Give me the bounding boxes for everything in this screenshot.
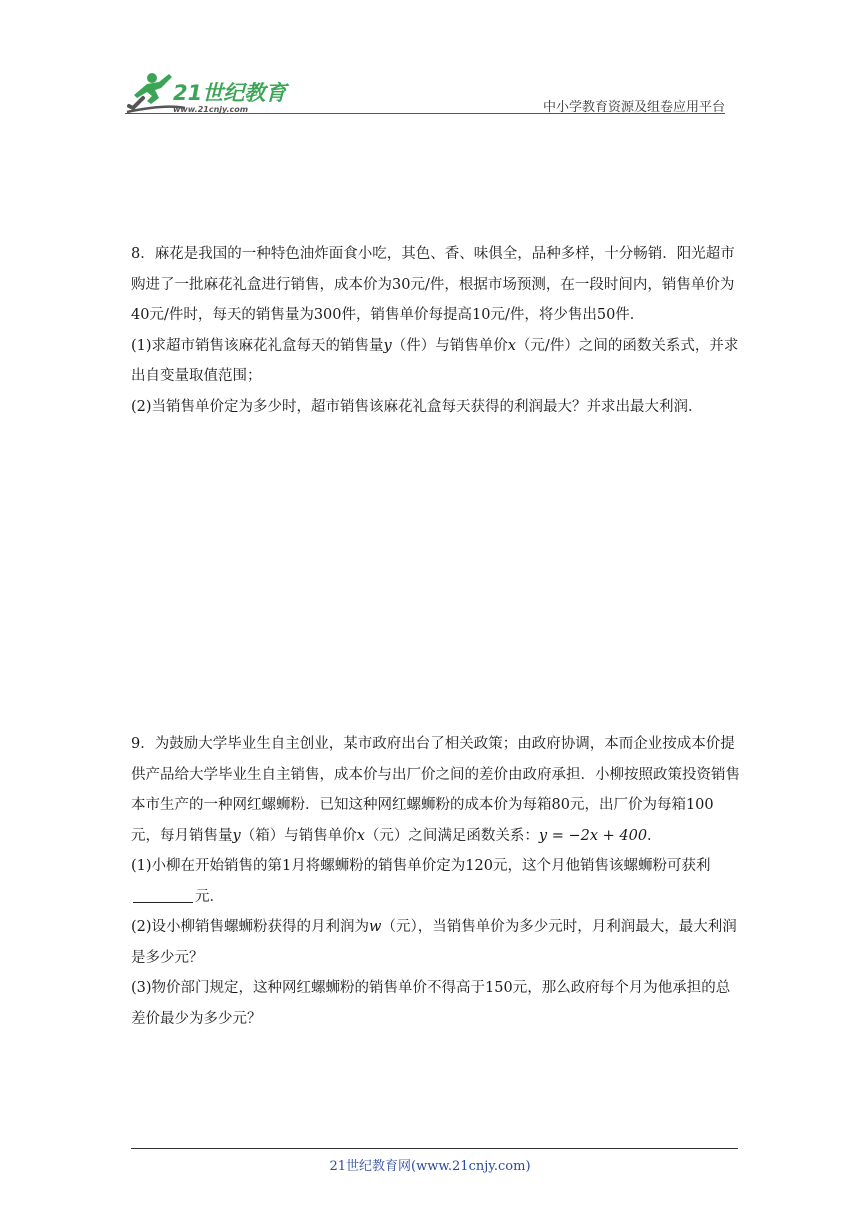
variable-y: y [232,827,241,844]
q9-part1-text-b: 元． [195,888,224,905]
q9-part2-text-b: （元），当销售单价为多少元时，月利润最大，最大利润是多少元？ [131,919,737,966]
q9-intro-text-d: ． [647,827,662,844]
q8-part1-text-c: （元/件）之间的函数关系式，并求出自变量取值范围； [131,337,739,384]
question-9 [131,729,741,1034]
header-tagline: 中小学教育资源及组卷应用平台 [542,100,725,115]
q8-part2: (2)当销售单价定为多少时，超市销售该麻花礼盒每天获得的利润最大？并求出最大利润． [131,398,703,415]
q9-part1-text-a: (1)小柳在开始销售的第1月将螺蛳粉的销售单价定为120元，这个月他销售该螺蛳粉可获利 [131,858,711,874]
runner-logo-icon [125,68,290,116]
footer-divider [131,1148,738,1149]
variable-x: x [356,827,365,844]
logo-wordmark: 21世纪教育 [173,81,287,105]
header-divider [125,113,725,114]
q9-intro-text-b: （箱）与销售单价 [240,827,357,844]
q9-intro-text-c: （元）之间满足函数关系： [364,827,539,844]
logo-url: www.21cnjy.com [173,105,249,114]
q9-intro-text-a: 9．为鼓励大学毕业生自主创业，某市政府出台了相关政策；由政府协调，本而企业按成本价提供产品给大学毕业生自主销售，成本价与出厂价之间的差价由政府承担．小柳按照政策投资销售本市生产的一种网红螺蛳粉．已知这种网红螺蛳粉的成本价为每箱80元，出厂价为每箱100元，每月销售量 [131,736,740,844]
q8-part1 [131,331,741,392]
q8-intro: 8．麻花是我国的一种特色油炸面食小吃，其色、香、味俱全，品种多样，十分畅销．阳光超市购进了一批麻花礼盒进行销售，成本价为30元/件，根据市场预测，在一段时间内，销售单价为40元/件时，每天的销售量为300件，销售单价每提高10元/件，将少售出50件． [131,246,735,323]
q9-part1 [131,851,741,912]
q8-part1-text-b: （件）与销售单价 [391,337,508,354]
question-8 [131,239,741,422]
variable-y: y [383,337,392,354]
q8-part1-text-a: (1)求超市销售该麻花礼盒每天的销售量 [131,337,384,354]
q9-part2-text-a: (2)设小柳销售螺蛳粉获得的月利润为 [131,919,370,935]
q9-part3: (3)物价部门规定，这种网红螺蛳粉的销售单价不得高于150元，那么政府每个月为他承担的总差价最少为多少元？ [131,980,731,1027]
q9-intro [131,729,741,851]
page-footer[interactable]: 21世纪教育网(www.21cnjy.com) [329,1159,531,1174]
q9-formula: y = −2x + 400 [538,827,648,844]
page-header [125,68,725,116]
q9-part2 [131,912,741,973]
variable-w: w [369,919,382,935]
site-logo [125,68,290,116]
answer-blank[interactable] [133,886,193,903]
variable-x: x [507,337,516,354]
